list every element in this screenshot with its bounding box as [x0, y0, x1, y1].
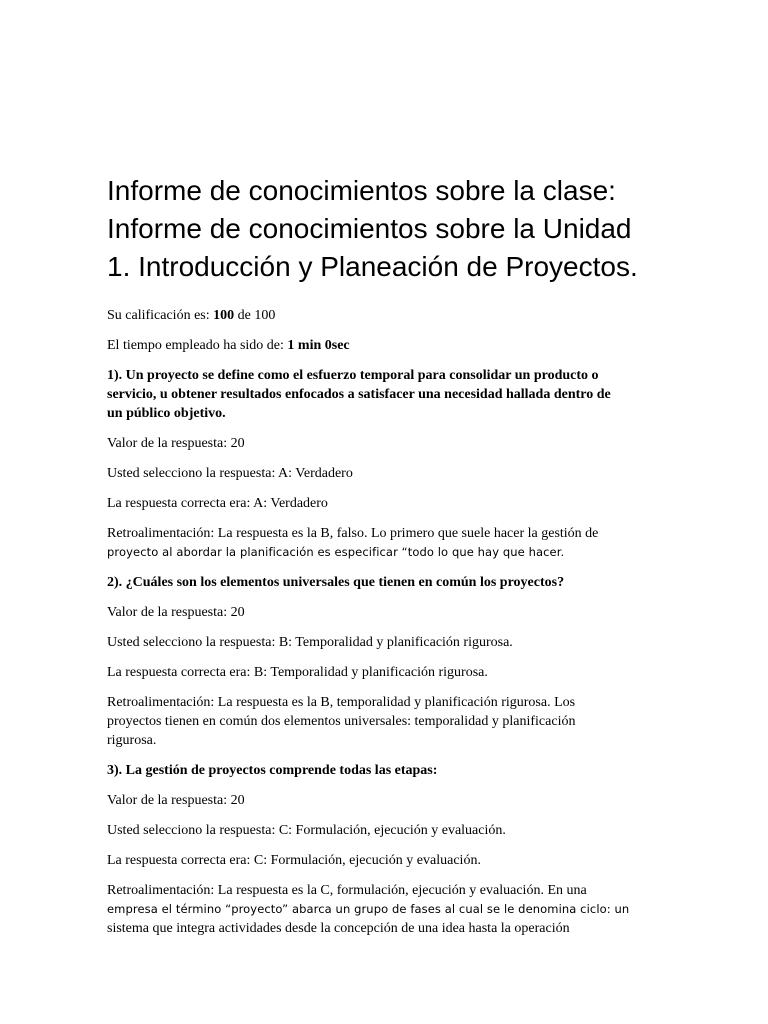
feedback-line: sistema que integra actividades desde la concepción de una idea hasta la operación [107, 921, 570, 936]
title-line: Informe de conocimientos sobre la Unidad [107, 213, 632, 244]
question-2-correct-answer: La respuesta correcta era: B: Temporalidad y planificación rigurosa. [107, 665, 488, 680]
question-line: 2). ¿Cuáles son los elementos universales que tienen en común los proyectos? [107, 575, 565, 590]
score-total: de 100 [234, 308, 276, 323]
question-1-feedback [107, 524, 667, 562]
feedback-line: empresa el término “proyecto” abarca un grupo de fases al cual se le denomina ciclo: un [107, 902, 630, 916]
time-line [107, 336, 667, 355]
title-line: Informe de conocimientos sobre la clase: [107, 175, 616, 206]
question-3-selected-answer: Usted selecciono la respuesta: C: Formulación, ejecución y evaluación. [107, 823, 506, 838]
score-label: Su calificación es: [107, 308, 214, 323]
question-line: 1). Un proyecto se define como el esfuerzo temporal para consolidar un producto o [107, 368, 599, 383]
question-2-feedback [107, 693, 667, 750]
score-value: 100 [213, 308, 235, 323]
question-2-value: Valor de la respuesta: 20 [107, 605, 245, 620]
question-line: 3). La gestión de proyectos comprende todas las etapas: [107, 763, 438, 778]
feedback-line: Retroalimentación: La respuesta es la B, falso. Lo primero que suele hacer la gestión de [107, 526, 599, 541]
question-line: servicio, u obtener resultados enfocados a satisfacer una necesidad hallada dentro de [107, 387, 611, 402]
feedback-line: proyectos tienen en común dos elementos universales: temporalidad y planificación [107, 714, 576, 729]
question-2-selected-answer: Usted selecciono la respuesta: B: Temporalidad y planificación rigurosa. [107, 635, 513, 650]
question-1-value: Valor de la respuesta: 20 [107, 436, 245, 451]
question-3-correct-answer: La respuesta correcta era: C: Formulación, ejecución y evaluación. [107, 853, 481, 868]
report-title [107, 172, 667, 286]
score-line [107, 306, 667, 325]
feedback-line: Retroalimentación: La respuesta es la B, temporalidad y planificación rigurosa. Los [107, 695, 576, 710]
question-2-text [107, 573, 667, 592]
document-content [107, 172, 667, 949]
time-label: El tiempo empleado ha sido de: [107, 338, 288, 353]
feedback-line: rigurosa. [107, 733, 157, 748]
question-1-text [107, 366, 667, 423]
question-3-text [107, 761, 667, 780]
feedback-line: proyecto al abordar la planificación es especificar “todo lo que hay que hacer. [107, 545, 565, 559]
question-3-value: Valor de la respuesta: 20 [107, 793, 245, 808]
question-1-correct-answer: La respuesta correcta era: A: Verdadero [107, 496, 328, 511]
time-value: 1 min 0sec [287, 338, 350, 353]
question-line: un público objetivo. [107, 406, 226, 421]
title-line: 1. Introducción y Planeación de Proyectos. [107, 251, 638, 282]
question-1-selected-answer: Usted selecciono la respuesta: A: Verdadero [107, 466, 353, 481]
feedback-line: Retroalimentación: La respuesta es la C, formulación, ejecución y evaluación. En una [107, 883, 587, 898]
question-3-feedback [107, 881, 667, 938]
